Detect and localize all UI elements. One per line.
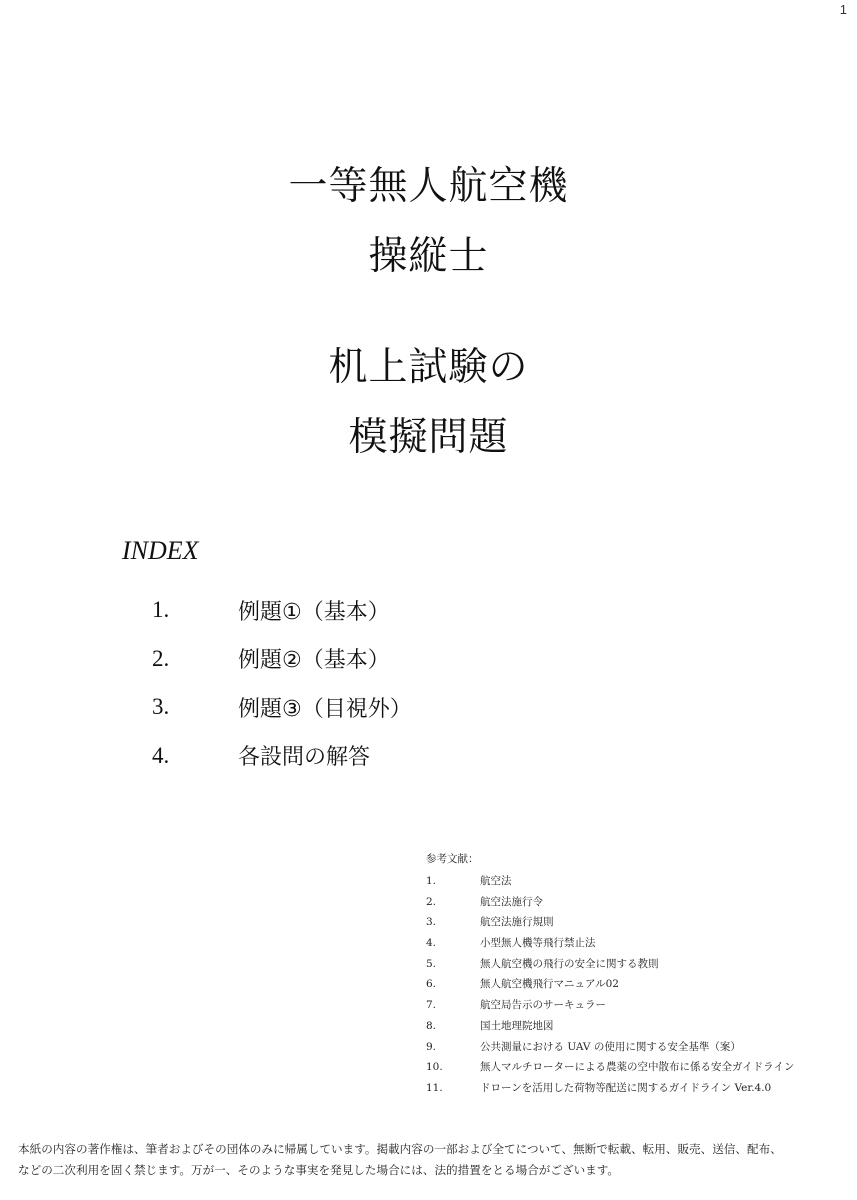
reference-number: 9.: [426, 1040, 437, 1053]
reference-item: [426, 912, 794, 933]
subtitle-line-1: 机上試験の: [328, 345, 529, 390]
reference-number: 3.: [426, 916, 437, 929]
reference-number: 4.: [426, 937, 437, 950]
index-item: [152, 732, 412, 781]
index-item: [152, 683, 412, 732]
reference-label: 無人航空機飛行マニュアル02: [480, 978, 619, 991]
title-line-2: 操縦士: [368, 234, 489, 279]
reference-number: 5.: [426, 957, 437, 970]
reference-item: [426, 1057, 794, 1078]
index-item-label: 例題①（基本）: [238, 599, 390, 625]
subtitle-line-2: 模擬問題: [348, 415, 509, 460]
reference-label: 無人航空機の飛行の安全に関する教則: [480, 957, 659, 970]
references-heading: 参考文献：: [426, 853, 479, 865]
reference-number: 2.: [426, 895, 437, 908]
index-item-label: 例題③（目視外）: [238, 696, 412, 722]
document-subtitle: [0, 333, 857, 473]
document-title: [0, 152, 857, 292]
index-item: [152, 586, 412, 635]
reference-label: 航空局告示のサーキュラー: [480, 999, 606, 1012]
index-heading: INDEX: [122, 536, 199, 565]
index-item-label: 各設問の解答: [238, 745, 371, 771]
reference-label: 航空法: [480, 875, 512, 887]
reference-label: 国土地理院地図: [480, 1019, 554, 1032]
reference-item: [426, 1037, 794, 1058]
reference-label: 無人マルチローターによる農薬の空中散布に係る安全ガイドライン: [480, 1061, 795, 1074]
copyright-line-1: 本紙の内容の著作権は、筆者およびその団体のみに帰属しています。掲載内容の一部および全てについて、無断で転載、転用、販売、送信、配布、: [18, 1142, 782, 1156]
title-line-1: 一等無人航空機: [288, 164, 569, 209]
index-item-number: 3.: [152, 694, 170, 720]
reference-number: 11.: [426, 1081, 443, 1094]
reference-item: [426, 995, 794, 1016]
reference-item: [426, 1078, 794, 1099]
index-item: [152, 635, 412, 684]
reference-number: 1.: [426, 875, 437, 887]
index-item-number: 4.: [152, 742, 170, 768]
copyright-notice: [18, 1139, 848, 1181]
reference-item: [426, 933, 794, 954]
reference-number: 7.: [426, 999, 437, 1012]
references-section: [426, 851, 794, 1099]
reference-item: [426, 871, 794, 892]
reference-label: 航空法施行令: [480, 895, 543, 908]
index-list: [152, 586, 412, 780]
reference-label: 公共測量における UAV の使用に関する安全基準（案）: [480, 1040, 741, 1053]
reference-item: [426, 954, 794, 975]
page-number: 1: [839, 2, 847, 17]
reference-number: 10.: [426, 1061, 443, 1074]
reference-number: 8.: [426, 1019, 437, 1032]
reference-item: [426, 1016, 794, 1037]
reference-label: ドローンを活用した荷物等配送に関するガイドライン Ver.4.0: [480, 1081, 772, 1094]
reference-label: 小型無人機等飛行禁止法: [480, 937, 596, 950]
reference-item: [426, 892, 794, 913]
reference-label: 航空法施行規則: [480, 916, 554, 929]
index-item-number: 2.: [152, 645, 170, 671]
index-item-label: 例題②（基本）: [238, 648, 390, 674]
references-list: [426, 871, 794, 1099]
reference-item: [426, 974, 794, 995]
copyright-line-2: などの二次利用を固く禁じます。万が一、そのような事実を発見した場合には、法的措置をとる場合がございます。: [18, 1163, 620, 1177]
index-item-number: 1.: [152, 597, 170, 623]
reference-number: 6.: [426, 978, 437, 991]
